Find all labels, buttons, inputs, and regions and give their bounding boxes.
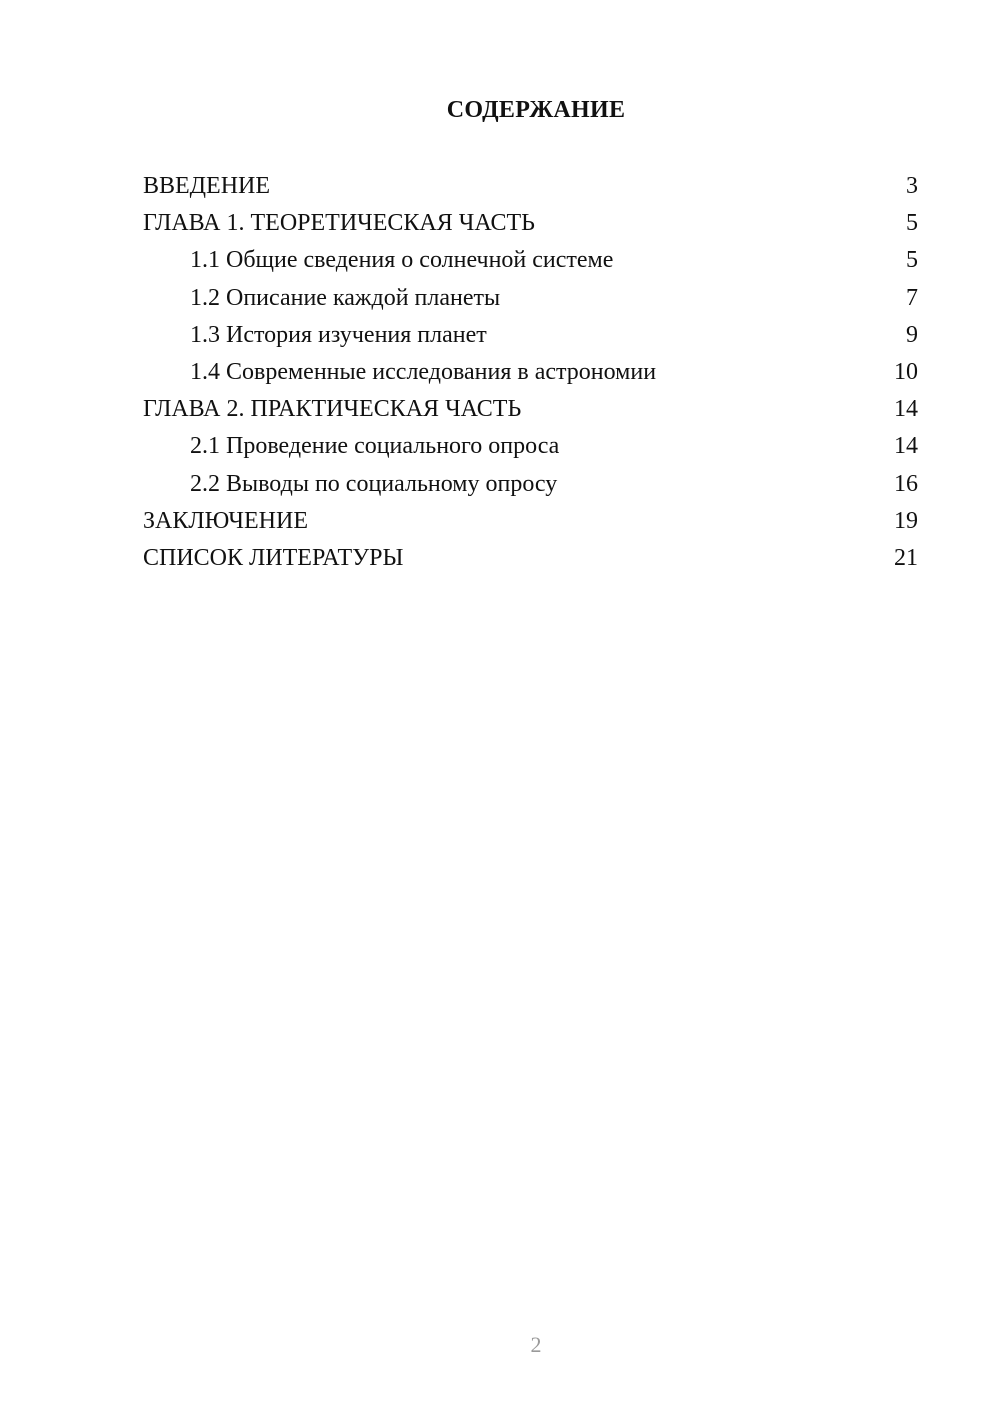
toc-entry-label: 2.1 Проведение социального опроса <box>190 433 560 460</box>
toc-entry-page: 19 <box>894 507 918 534</box>
toc-entry-section-1-4[interactable] <box>143 354 918 391</box>
toc-entry-conclusion[interactable] <box>143 503 918 540</box>
toc-entry-label: 1.3 История изучения планет <box>190 321 487 348</box>
toc-entry-page: 16 <box>894 470 918 497</box>
toc-entry-section-2-2[interactable] <box>143 466 918 503</box>
toc-entry-section-2-1[interactable] <box>143 428 918 465</box>
toc-entry-chapter-2[interactable] <box>143 391 918 428</box>
toc-entry-label: ВВЕДЕНИЕ <box>143 173 271 199</box>
toc-entry-page: 21 <box>894 544 918 571</box>
table-of-contents <box>143 168 918 577</box>
toc-entry-label: ГЛАВА 1. ТЕОРЕТИЧЕСКАЯ ЧАСТЬ <box>143 210 535 237</box>
toc-entry-page: 5 <box>906 247 918 274</box>
toc-entry-page: 3 <box>906 173 918 199</box>
toc-entry-label: СПИСОК ЛИТЕРАТУРЫ <box>143 544 404 571</box>
toc-entry-label: ГЛАВА 2. ПРАКТИЧЕСКАЯ ЧАСТЬ <box>143 396 522 423</box>
toc-entry-label: 1.4 Современные исследования в астрономии <box>190 358 657 385</box>
page-number: 2 <box>530 1332 542 1357</box>
toc-entry-page: 14 <box>894 433 918 460</box>
toc-entry-page: 7 <box>906 284 918 311</box>
toc-entry-label: 2.2 Выводы по социальному опросу <box>190 470 558 497</box>
toc-entry-page: 14 <box>894 396 918 423</box>
toc-entry-label: ЗАКЛЮЧЕНИЕ <box>143 507 308 534</box>
toc-entry-label: 1.2 Описание каждой планеты <box>190 284 501 311</box>
toc-entry-introduction[interactable] <box>143 168 918 205</box>
toc-entry-page: 10 <box>894 358 918 385</box>
toc-entry-section-1-1[interactable] <box>143 242 918 279</box>
toc-entry-section-1-2[interactable] <box>143 280 918 317</box>
toc-entry-page: 9 <box>906 321 918 348</box>
toc-entry-label: 1.1 Общие сведения о солнечной системе <box>190 247 614 274</box>
page-title: СОДЕРЖАНИЕ <box>446 97 626 123</box>
toc-entry-chapter-1[interactable] <box>143 205 918 242</box>
toc-entry-section-1-3[interactable] <box>143 317 918 354</box>
toc-entry-references[interactable] <box>143 540 918 577</box>
toc-entry-page: 5 <box>906 210 918 237</box>
